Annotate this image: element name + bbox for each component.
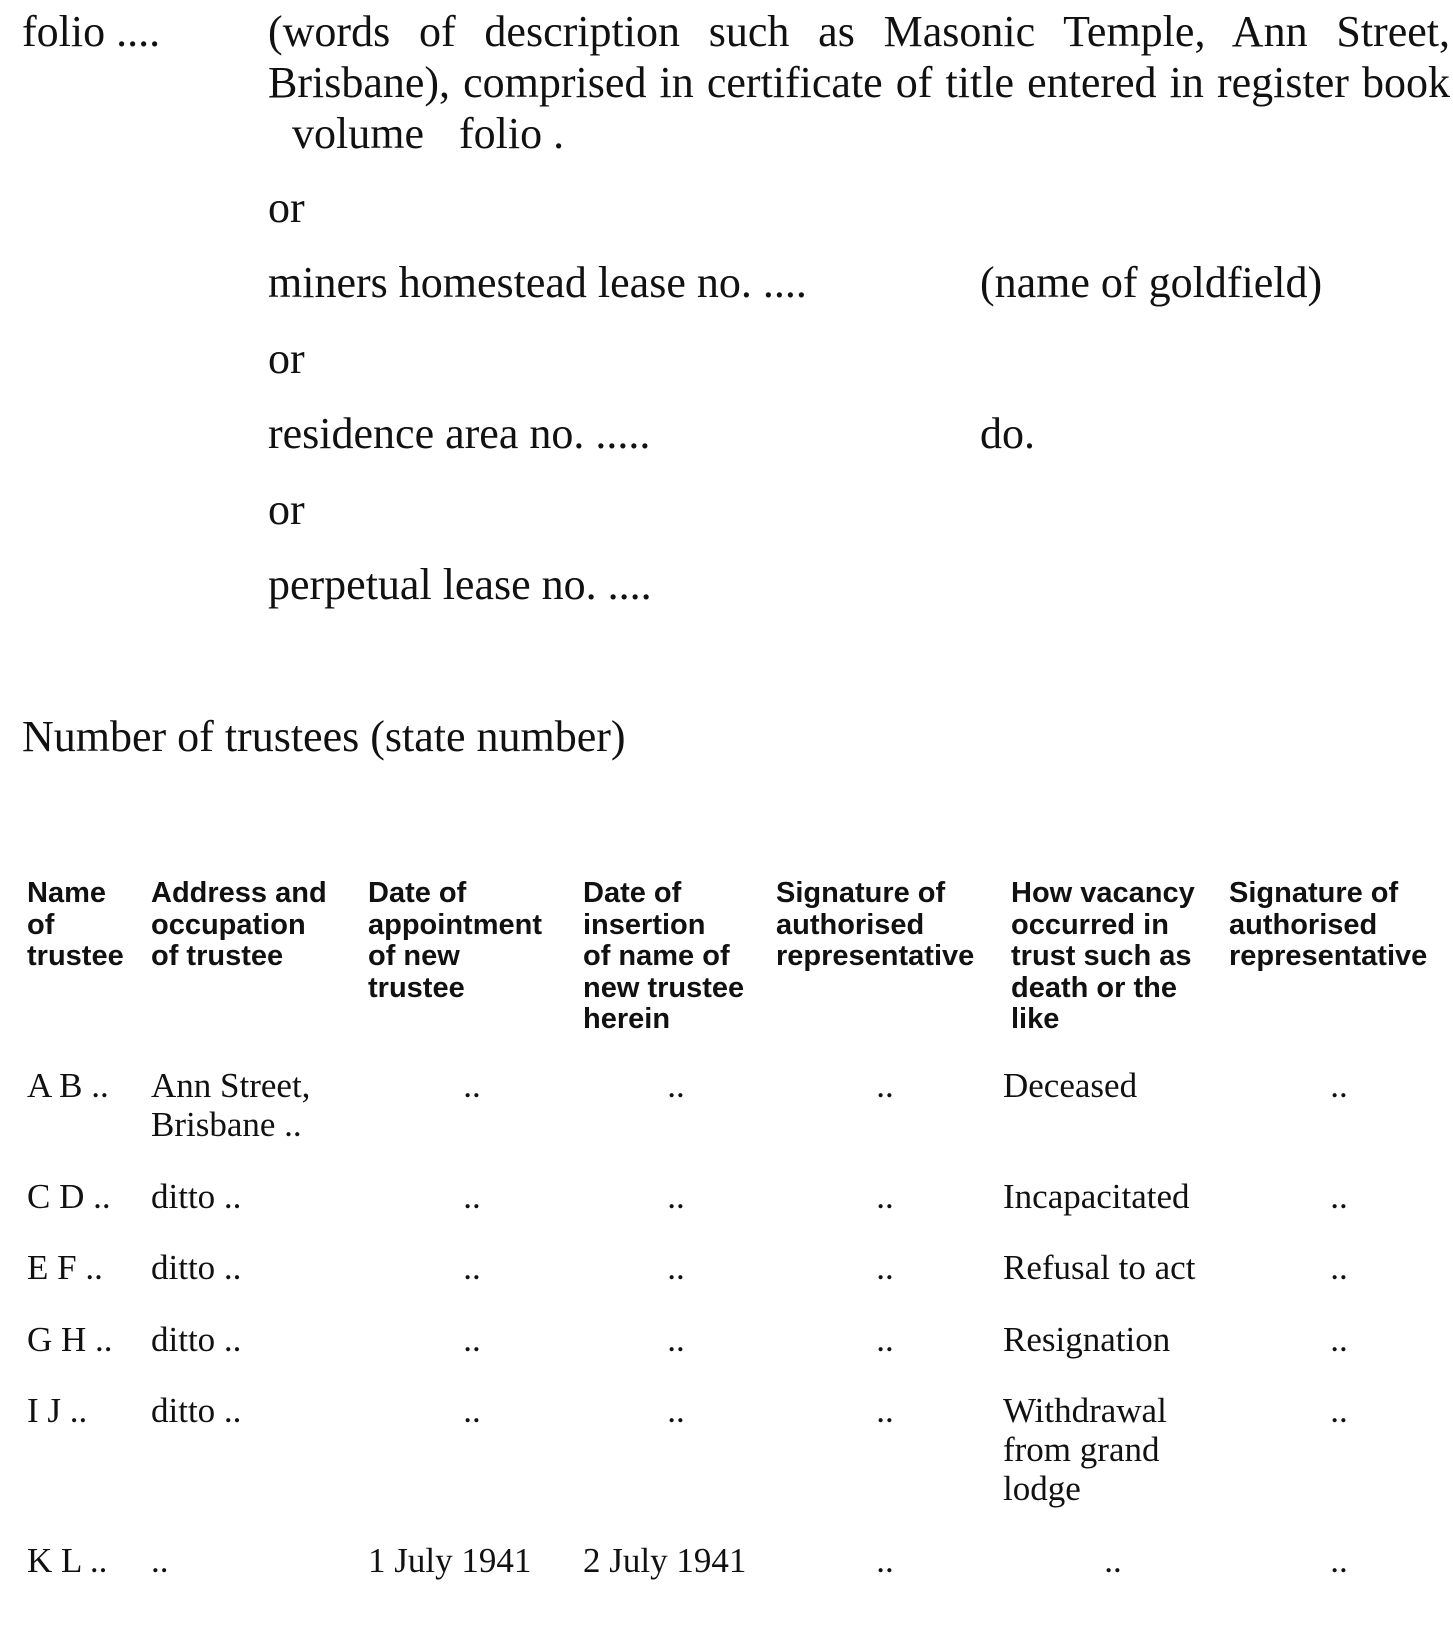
header-signature-2: Signature of authorised representative [1229, 877, 1428, 972]
folio-word: folio [458, 109, 543, 158]
table-cell-vacancy: Resignation [1003, 1320, 1171, 1359]
header-date-of-appointment: Date of appointment of new trustee [368, 877, 542, 1004]
table-cell-vacancy: .. [1104, 1541, 1122, 1580]
table-cell-name: A B .. [27, 1066, 109, 1105]
table-cell-insertion: .. [667, 1391, 685, 1430]
table-cell-name: K L .. [27, 1541, 108, 1580]
table-cell-address: .. [151, 1541, 169, 1580]
table-cell-signature-2: .. [1330, 1320, 1348, 1359]
table-cell-appointment: .. [463, 1248, 481, 1287]
table-cell-signature: .. [876, 1391, 894, 1430]
header-name-of-trustee: Name of trustee [27, 877, 124, 972]
table-cell-signature: .. [876, 1320, 894, 1359]
table-cell-name: I J .. [27, 1391, 88, 1430]
table-cell-name: E F .. [27, 1248, 103, 1287]
table-cell-signature-2: .. [1330, 1177, 1348, 1216]
header-date-of-insertion: Date of insertion of name of new trustee herein [583, 877, 745, 1035]
table-cell-vacancy: Withdrawal from grand lodge [1003, 1391, 1167, 1508]
table-cell-signature: .. [876, 1066, 894, 1105]
table-cell-signature: .. [876, 1177, 894, 1216]
table-cell-signature: .. [876, 1541, 894, 1580]
goldfield-name: (name of goldfield) [980, 258, 1323, 307]
end-dot: . [553, 109, 565, 158]
header-address-occupation: Address and occupation of trustee [151, 877, 327, 972]
table-cell-insertion: .. [667, 1320, 685, 1359]
table-cell-signature-2: .. [1330, 1541, 1348, 1580]
perpetual-lease: perpetual lease no. .... [268, 560, 652, 609]
table-cell-vacancy: Refusal to act [1003, 1248, 1196, 1287]
or-2: or [268, 334, 305, 383]
land-description [268, 6, 1450, 159]
table-cell-name: C D .. [27, 1177, 111, 1216]
table-cell-vacancy: Deceased [1003, 1066, 1138, 1105]
or-1: or [268, 183, 305, 232]
table-cell-signature-2: .. [1330, 1066, 1348, 1105]
table-cell-name: G H .. [27, 1320, 113, 1359]
table-cell-address: Ann Street, Brisbane .. [151, 1066, 311, 1144]
table-cell-insertion: .. [667, 1066, 685, 1105]
table-cell-appointment: 1 July 1941 [368, 1541, 532, 1580]
table-cell-appointment: .. [463, 1066, 481, 1105]
table-cell-appointment: .. [463, 1320, 481, 1359]
description-text: (words of description such as Masonic Temple, Ann Street, Brisbane), comprised in certificate of title entered in register book [268, 7, 1450, 107]
folio-label: folio .... [22, 7, 161, 56]
table-cell-insertion: .. [667, 1177, 685, 1216]
residence-area: residence area no. ..... [268, 409, 651, 458]
table-cell-address: ditto .. [151, 1177, 242, 1216]
table-cell-insertion: 2 July 1941 [583, 1541, 747, 1580]
ditto-do: do. [980, 409, 1035, 458]
header-signature-1: Signature of authorised representative [776, 877, 975, 972]
trustees-count-label: Number of trustees (state number) [22, 712, 626, 761]
table-cell-insertion: .. [667, 1248, 685, 1287]
table-cell-appointment: .. [463, 1391, 481, 1430]
volume-word: volume [292, 109, 424, 158]
table-cell-address: ditto .. [151, 1391, 242, 1430]
table-cell-appointment: .. [463, 1177, 481, 1216]
table-cell-signature-2: .. [1330, 1248, 1348, 1287]
table-cell-address: ditto .. [151, 1248, 242, 1287]
table-cell-signature-2: .. [1330, 1391, 1348, 1430]
miners-lease: miners homestead lease no. .... [268, 258, 807, 307]
table-cell-signature: .. [876, 1248, 894, 1287]
or-3: or [268, 485, 305, 534]
table-cell-vacancy: Incapacitated [1003, 1177, 1190, 1216]
table-cell-address: ditto .. [151, 1320, 242, 1359]
header-how-vacancy-occurred: How vacancy occurred in trust such as death or the like [1011, 877, 1195, 1035]
